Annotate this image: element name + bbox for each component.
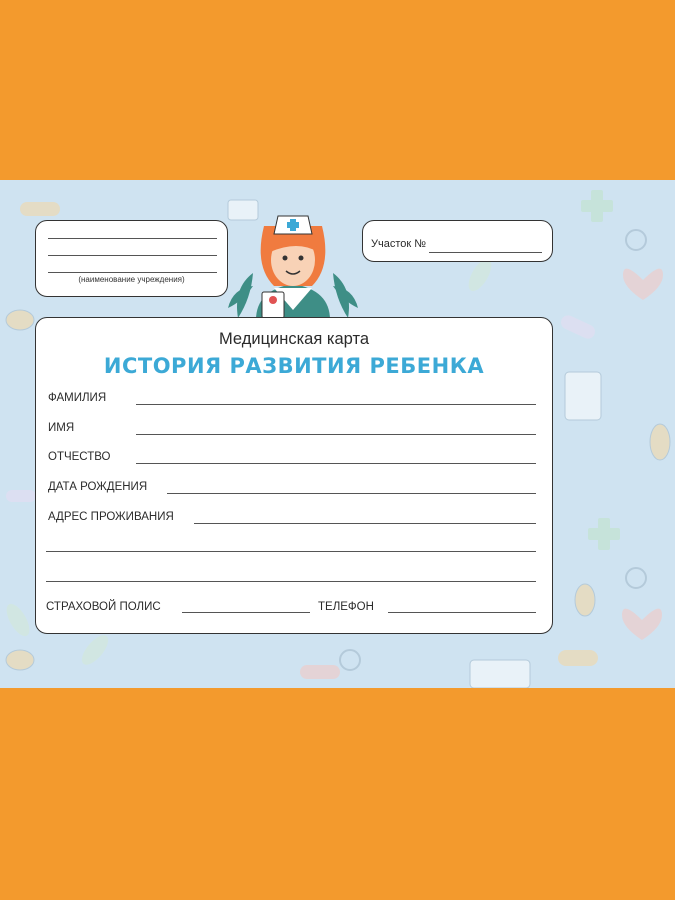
address-label: АДРЕС ПРОЖИВАНИЯ <box>48 511 174 523</box>
address-line[interactable] <box>194 523 536 524</box>
surname-label: ФАМИЛИЯ <box>48 392 107 404</box>
birth-date-line[interactable] <box>167 493 536 494</box>
institution-line[interactable] <box>48 255 217 256</box>
district-label: Участок № <box>371 238 427 250</box>
name-line[interactable] <box>136 434 536 435</box>
district-number-line[interactable] <box>429 252 542 253</box>
address-line-3[interactable] <box>46 581 536 582</box>
patronymic-label: ОТЧЕСТВО <box>48 451 111 463</box>
surname-line[interactable] <box>136 404 536 405</box>
birth-date-label: ДАТА РОЖДЕНИЯ <box>48 481 148 493</box>
cross-icon <box>581 190 620 550</box>
institution-line[interactable] <box>48 238 217 239</box>
name-label: ИМЯ <box>48 422 75 434</box>
institution-box <box>35 220 228 297</box>
phone-label: ТЕЛЕФОН <box>318 601 374 613</box>
card-title: Медицинская карта <box>218 330 369 348</box>
institution-line[interactable] <box>48 272 217 273</box>
card-form <box>35 317 553 634</box>
institution-caption: (наименование учреждения) <box>78 275 185 284</box>
nurse-illustration <box>218 208 368 320</box>
district-box <box>362 220 553 262</box>
card-subtitle: ИСТОРИЯ РАЗВИТИЯ РЕБЕНКА <box>103 354 485 378</box>
insurance-label: СТРАХОВОЙ ПОЛИС <box>46 601 161 613</box>
phone-line[interactable] <box>388 612 536 613</box>
patronymic-line[interactable] <box>136 463 536 464</box>
address-line-2[interactable] <box>46 551 536 552</box>
insurance-line[interactable] <box>182 612 310 613</box>
card-cover <box>0 180 675 688</box>
